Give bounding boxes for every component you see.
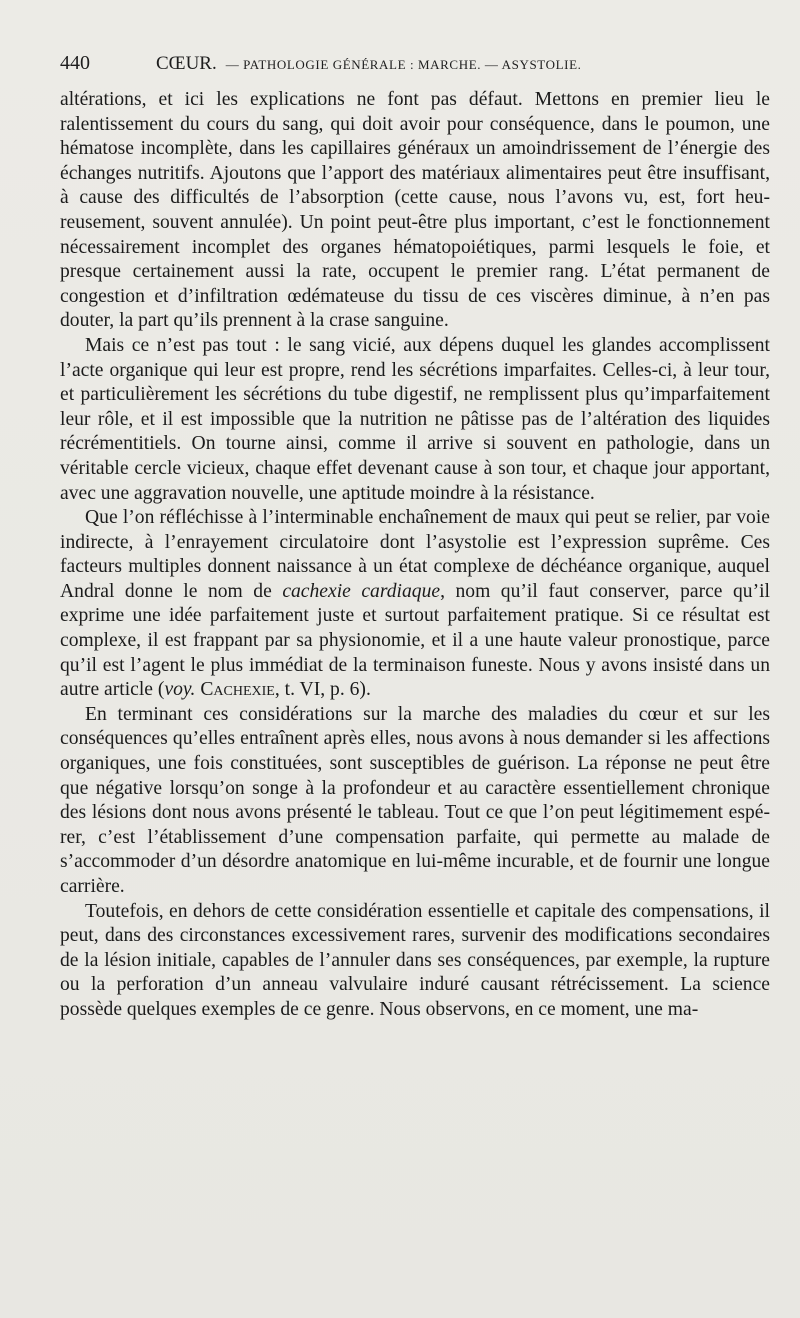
- cachexie-reference: Cachexie: [200, 679, 275, 701]
- voy-reference: voy.: [164, 679, 196, 701]
- paragraph-3-text-middle: , nom qu’il faut conserver, parce qu’il exprime une idée parfaitement juste et surtout parfaitement pratique. Si ce résultat est complexe, il est frappant par sa physionomie, et il a une haute valeur pronostique, parce qu’il est l’agent le plus immédiat de la terminaison funeste. Nous y avons insisté dans un autre article (: [60, 580, 770, 701]
- page-number: 440: [60, 52, 90, 74]
- paragraph-1: altérations, et ici les explications ne font pas défaut. Mettons en premier lieu le ralentissement du cours du sang, qui doit avoir pour conséquence, dans le poumon, une hématose incomplète, dans les capillaires généraux un amoindrissement de l’énergie des échanges nutritifs. Ajoutons que l’apport des matériaux alimentaires peut être insuffisant, à cause des difficultés de l’absorption (cette cause, nous l’avons vu, est, fort heureusement, souvent annulée). Un point peut-être plus important, c’est le fonctionnement nécessairement incomplet des organes hématopoiétiques, parmi lesquels le foie, et presque certainement aussi la rate, occupent le premier rang. L’état permanent de congestion et d’infiltration œdémateuse du tissu de ces viscères diminue, à n’en pas douter, la part qu’ils prennent à la crase sanguine.: [60, 89, 770, 332]
- body-text: [60, 88, 770, 1023]
- paragraph-5: Toutefois, en dehors de cette considération essentielle et capitale des compensations, il peut, dans des circonstances excessivement rares, survenir des modifications secondaires de la lésion initiale, capables de l’annuler dans ses conséquences, par exemple, la rupture ou la perforation d’un anneau valvulaire induré causant rétrécissement. La science possède quelques exemples de ce genre. Nous observons, en ce moment, une ma-: [60, 900, 770, 1020]
- cachexie-cardiaque-term: cachexie cardiaque: [282, 580, 441, 602]
- paragraph-4: En terminant ces considérations sur la marche des maladies du cœur et sur les conséquences qu’elles entraînent après elles, nous avons à nous demander si les affections organiques, une fois constituées, sont susceptibles de guérison. La réponse ne peut être que négative lorsqu’on songe à la profondeur et au caractère essentiellement chronique des lésions dont nous avons présenté le tableau. Tout ce que l’on peut légitimement espérer, c’est l’établissement d’une compensation parfaite, qui permette au malade de s’accommoder d’un désordre anatomique en lui-même incurable, et de fournir une longue carrière.: [60, 703, 770, 897]
- running-head: [60, 52, 770, 88]
- paragraph-3-text-after: , t. VI, p. 6).: [274, 679, 371, 701]
- running-head-subtitle: — PATHOLOGIE GÉNÉRALE : MARCHE. — ASYSTOLIE.: [225, 57, 582, 72]
- running-head-title: CŒUR.: [156, 53, 217, 74]
- paragraph-3: [60, 506, 770, 703]
- paragraph-3-text-before: Que l’on réfléchisse à l’interminable enchaînement de maux qui peut se relier, par voie indirecte, à l’enrayement circulatoire dont l’asystolie est l’expression suprême. Ces facteurs multiples donnent naissance à un état complexe de déchéance organique, auquel Andral donne le nom de: [60, 507, 770, 602]
- paragraph-2: Mais ce n’est pas tout : le sang vicié, aux dépens duquel les glandes accomplissent l’acte organique qui leur est propre, rend les sécrétions imparfaites. Celles-ci, à leur tour, et particulièrement les sécrétions du tube digestif, ne remplissent plus qu’imparfaitement leur rôle, et il est impossible que la nutrition ne pâtisse pas de l’altération des liquides récrémentitiels. On tourne ainsi, comme il arrive si souvent en pathologie, dans un véritable cercle vicieux, chaque effet devenant cause à son tour, et chaque jour apportant, avec une aggravation nouvelle, une aptitude moindre à la résistance.: [60, 334, 770, 504]
